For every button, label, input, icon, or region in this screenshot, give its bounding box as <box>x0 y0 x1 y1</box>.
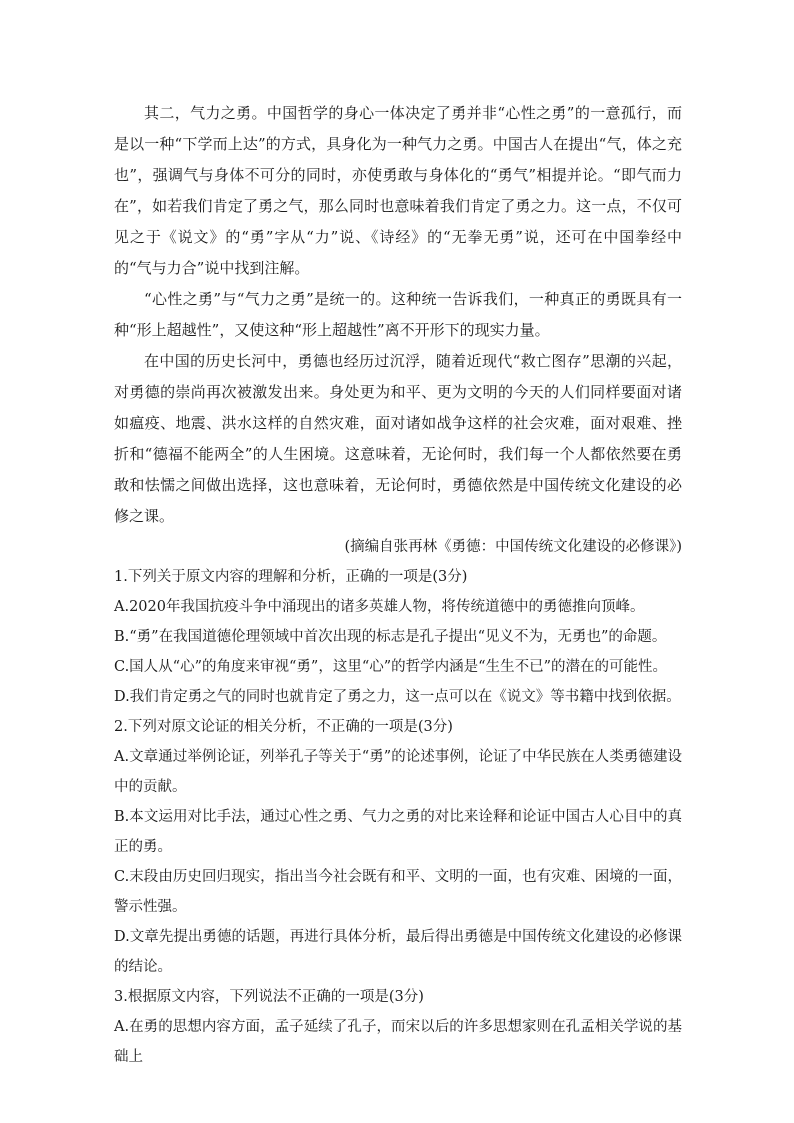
article-paragraph: “心性之勇”与“气力之勇”是统一的。这种统一告诉我们，一种真正的勇既具有一种“形上超越性”，又使这种“形上超越性”离不开形下的现实力量。 <box>114 290 682 339</box>
question-option: C.国人从“心”的角度来审视“勇”，这里“心”的哲学内涵是“生生不已”的潜在的可能性。 <box>114 659 667 675</box>
question-3 <box>114 982 682 1072</box>
question-option: D.文章先提出勇德的话题，再进行具体分析，最后得出勇德是中国传统文化建设的必修课的结论。 <box>114 929 682 975</box>
question-stem: 3.根据原文内容，下列说法不正确的一项是(3分) <box>114 989 424 1005</box>
question-1 <box>114 562 682 712</box>
question-stem: 2.下列对原文论证的相关分析，不正确的一项是(3分) <box>114 719 453 735</box>
question-2 <box>114 712 682 982</box>
question-option: A.文章通过举例论证，列举孔子等关于“勇”的论述事例，论证了中华民族在人类勇德建设中的贡献。 <box>114 749 682 795</box>
question-option: B.本文运用对比手法，通过心性之勇、气力之勇的对比来诠释和论证中国古人心目中的真正的勇。 <box>114 809 682 855</box>
article-paragraph: 其二，气力之勇。中国哲学的身心一体决定了勇并非“心性之勇”的一意孤行，而是以一种“下学而上达”的方式，具身化为一种气力之勇。中国古人在提出“气，体之充也”，强调气与身体不可分的同时，亦使勇敢与身体化的“勇气”相提并论。“即气而力在”，如若我们肯定了勇之气，那么同时也意味着我们肯定了勇之力。这一点，不仅可见之于《说文》的“勇”字从“力”说、《诗经》的“无拳无勇”说，还可在中国拳经中的“气与力合”说中找到注解。 <box>114 104 682 277</box>
question-stem: 1.下列关于原文内容的理解和分析，正确的一项是(3分) <box>114 569 468 585</box>
article-paragraph: 在中国的历史长河中，勇德也经历过沉浮，随着近现代“救亡图存”思潮的兴起，对勇德的崇尚再次被激发出来。身处更为和平、更为文明的今天的人们同样要面对诸如瘟疫、地震、洪水这样的自然灾难，面对诸如战争这样的社会灾难，面对艰难、挫折和“德福不能两全”的人生困境。这意味着，无论何时，我们每一个人都依然要在勇敢和怯懦之间做出选择，这也意味着，无论何时，勇德依然是中国传统文化建设的必修之课。 <box>114 352 682 525</box>
question-option: A.2020年我国抗疫斗争中涌现出的诸多英雄人物，将传统道德中的勇德推向顶峰。 <box>114 599 645 615</box>
document-page <box>114 98 682 1072</box>
question-option: C.末段由历史回归现实，指出当今社会既有和平、文明的一面，也有灾难、困境的一面，警示性强。 <box>114 869 682 915</box>
question-option: B.“勇”在我国道德伦理领域中首次出现的标志是孔子提出“见义不为，无勇也”的命题。 <box>114 629 667 645</box>
article-source: (摘编自张再林《勇德：中国传统文化建设的必修课》) <box>344 539 682 555</box>
question-option: A.在勇的思想内容方面，孟子延续了孔子，而宋以后的许多思想家则在孔孟相关学说的基础上 <box>114 1019 682 1065</box>
question-option: D.我们肯定勇之气的同时也就肯定了勇之力，这一点可以在《说文》等书籍中找到依据。 <box>114 689 681 705</box>
